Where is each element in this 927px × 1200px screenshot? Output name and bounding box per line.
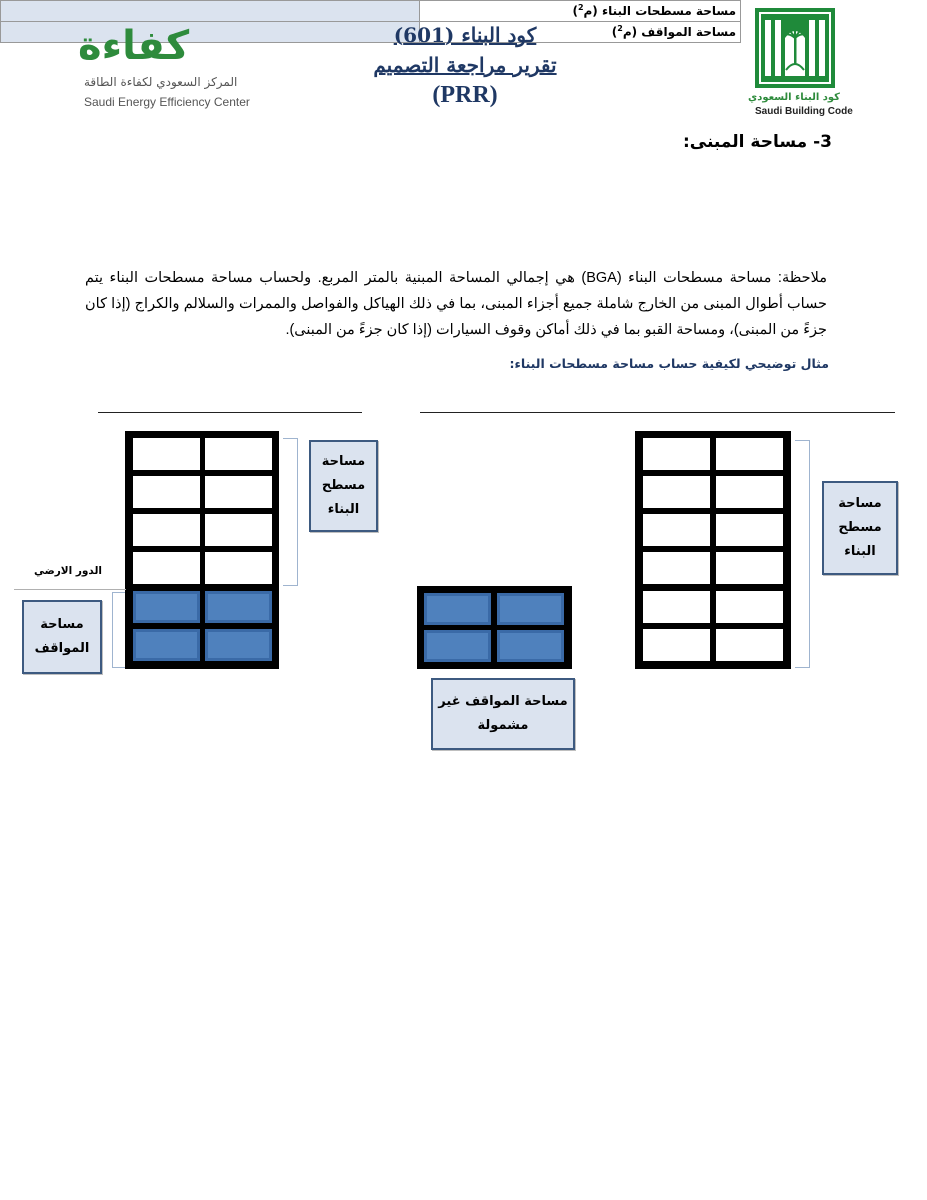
floor-cell [643, 438, 710, 470]
floor-cell [133, 552, 200, 584]
title-line-code: كود البناء (601) [393, 23, 537, 47]
parking-cell [424, 593, 491, 625]
floor-cell [643, 591, 710, 623]
separate-parking-block [417, 586, 572, 669]
report-title [330, 20, 600, 110]
floor-cell [643, 629, 710, 661]
floor-cell [133, 514, 200, 546]
floor-cell [205, 514, 272, 546]
table-row [1, 1, 741, 22]
floor-cell [716, 552, 783, 584]
callout-text: مساحة المواقف غير مشمولة [438, 694, 568, 733]
left-divider-line [98, 412, 362, 413]
seec-english-name: Saudi Energy Efficiency Center [84, 95, 250, 109]
row-label-sup: 2 [577, 3, 584, 12]
floor-cell [643, 514, 710, 546]
ground-floor-line [14, 589, 126, 590]
left-building [125, 431, 279, 669]
parking-cell [424, 630, 491, 662]
right-divider-line [420, 412, 895, 413]
floor-cell [133, 476, 200, 508]
ground-floor-label: الدور الارضي [33, 565, 103, 577]
seec-arabic-name: المركز السعودي لكفاءة الطاقة [84, 75, 238, 89]
sbc-english-name: Saudi Building Code [755, 106, 853, 117]
floor-cell [643, 552, 710, 584]
row-label-sup: 2 [617, 24, 623, 33]
parking-cell [497, 630, 564, 662]
note-paragraph: ملاحظة: مساحة مسطحات البناء (BGA) هي إجمالي المساحة المبنية بالمتر المربع. ولحساب مساحة مسطحات البناء يتم حساب أطوال المبنى من الخارج شاملة جميع أجزاء المبنى، بما في ذلك الهياكل والفواصل والممرات والسلالم والكراج (إذا كان جزءً من المبنى)، ومساحة القبو بما في ذلك أماكن وقوف السيارات (إذا كان جزءً من المبنى). [85, 270, 827, 338]
right-building-area-callout [822, 481, 898, 575]
building-area-label [420, 1, 741, 22]
left-parking-brace [112, 592, 125, 668]
row-label-close: ) [611, 25, 618, 39]
parking-cell [133, 591, 200, 623]
example-caption: مثال توضيحي لكيفية حساب مساحة مسطحات البناء: [509, 356, 829, 371]
section-heading: 3- مساحة المبنى: [683, 132, 832, 152]
floor-cell [133, 438, 200, 470]
floor-cell [716, 591, 783, 623]
floor-cell [643, 476, 710, 508]
parking-excluded-callout [431, 678, 575, 750]
parking-cell [133, 629, 200, 661]
seec-logo [78, 22, 273, 112]
seec-logo-word: كفاءة [78, 23, 190, 69]
left-building-brace [283, 438, 298, 586]
left-building-area-callout [309, 440, 378, 532]
parking-cell [205, 629, 272, 661]
row-label-text: مساحة مسطحات البناء (م [583, 4, 736, 18]
callout-text: مساحة مسطح البناء [838, 496, 882, 559]
floor-cell [205, 552, 272, 584]
title-line-report: تقرير مراجعة التصميم [373, 53, 557, 77]
saudi-building-code-logo [748, 8, 853, 118]
floor-cell [716, 514, 783, 546]
sbc-arabic-name: كود البناء السعودي [748, 92, 840, 103]
right-building [635, 431, 791, 669]
parking-cell [497, 593, 564, 625]
building-area-value[interactable] [1, 1, 420, 22]
floor-cell [205, 476, 272, 508]
title-line-prr: (PRR) [432, 82, 498, 108]
left-parking-area-callout [22, 600, 102, 674]
callout-text: مساحة المواقف [34, 617, 90, 656]
floor-cell [716, 629, 783, 661]
saudi-emblem-icon [755, 8, 835, 88]
right-building-brace [795, 440, 810, 668]
row-label-close: ) [572, 4, 578, 18]
floor-cell [716, 476, 783, 508]
floor-cell [205, 438, 272, 470]
row-label-text: مساحة المواقف (م [622, 25, 736, 39]
floor-cell [716, 438, 783, 470]
parking-cell [205, 591, 272, 623]
callout-text: مساحة مسطح البناء [321, 454, 366, 517]
